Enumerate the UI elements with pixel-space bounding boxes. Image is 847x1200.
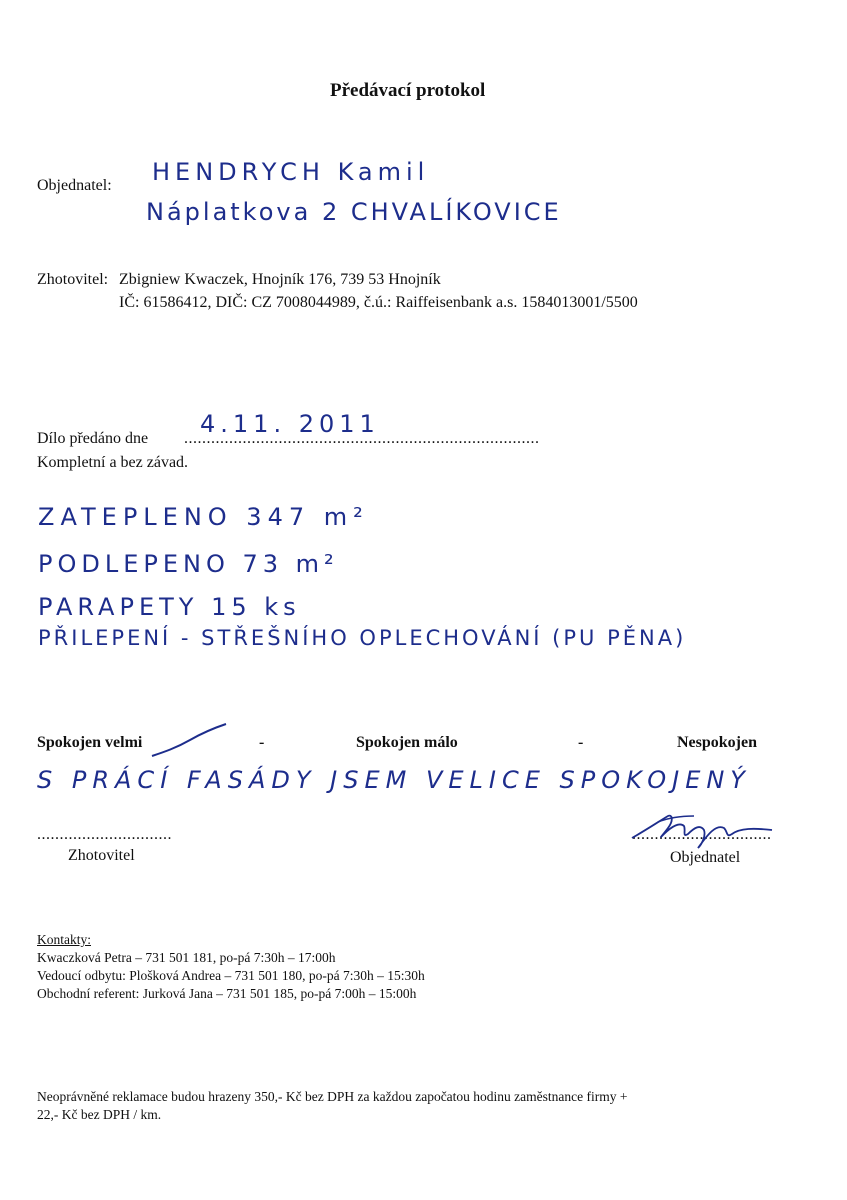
work-item-glued: PODLEPENO 73 m² — [38, 550, 339, 578]
contacts-line: Obchodní referent: Jurková Jana – 731 501 185, po-pá 7:00h – 15:00h — [37, 986, 417, 1001]
contractor-signature-dots: .............................. — [37, 826, 172, 843]
contractor-signature-label: Zhotovitel — [68, 847, 135, 864]
contacts-line: Kwaczková Petra – 731 501 181, po-pá 7:30h – 17:00h — [37, 950, 336, 965]
contractor-label: Zhotovitel: — [37, 271, 109, 288]
satisfaction-comment-handwritten: S PRÁCÍ FASÁDY JSEM VELICE SPOKOJENÝ — [37, 766, 751, 794]
handover-date-handwritten: 4.11. 2011 — [200, 410, 380, 438]
contacts-line: Vedoucí odbytu: Plošková Andrea – 731 501 180, po-pá 7:30h – 15:30h — [37, 968, 425, 983]
work-item-sills: PARAPETY 15 ks — [38, 593, 301, 621]
customer-address-handwritten: Náplatkova 2 CHVALÍKOVICE — [146, 198, 562, 226]
handover-label: Dílo předáno dne — [37, 430, 149, 447]
handover-status: Kompletní a bez závad. — [37, 454, 189, 471]
customer-signature-label: Objednatel — [670, 849, 741, 866]
work-item-insulation: ZATEPLENO 347 m² — [38, 503, 369, 531]
satisfaction-none: Nespokojen — [677, 734, 758, 751]
contacts-heading: Kontakty: — [37, 932, 91, 947]
satisfaction-little: Spokojen málo — [356, 734, 458, 751]
selection-tick-mark — [150, 722, 230, 762]
contractor-line1: Zbigniew Kwaczek, Hnojník 176, 739 53 Hnojník — [119, 271, 441, 288]
satisfaction-very: Spokojen velmi — [37, 734, 143, 751]
work-item-roof-flashing: PŘILEPENÍ - STŘEŠNÍHO OPLECHOVÁNÍ (PU PĚNA) — [38, 626, 687, 650]
customer-signature-dots: ............................... — [632, 826, 772, 843]
handover-date-dots: ............................................................................... — [184, 430, 540, 447]
contractor-line2: IČ: 61586412, DIČ: CZ 7008044989, č.ú.: Raiffeisenbank a.s. 1584013001/5500 — [119, 294, 638, 311]
satisfaction-dash-2: - — [578, 734, 584, 751]
footer-note-line2: 22,- Kč bez DPH / km. — [37, 1107, 162, 1122]
customer-label: Objednatel: — [37, 177, 112, 194]
footer-note-line1: Neoprávněné reklamace budou hrazeny 350,- Kč bez DPH za každou započatou hodinu zaměstnance firmy + — [37, 1089, 628, 1104]
document-title: Předávací protokol — [330, 80, 486, 101]
customer-name-handwritten: HENDRYCH Kamil — [152, 158, 430, 186]
customer-signature — [628, 804, 778, 854]
satisfaction-dash-1: - — [259, 734, 265, 751]
